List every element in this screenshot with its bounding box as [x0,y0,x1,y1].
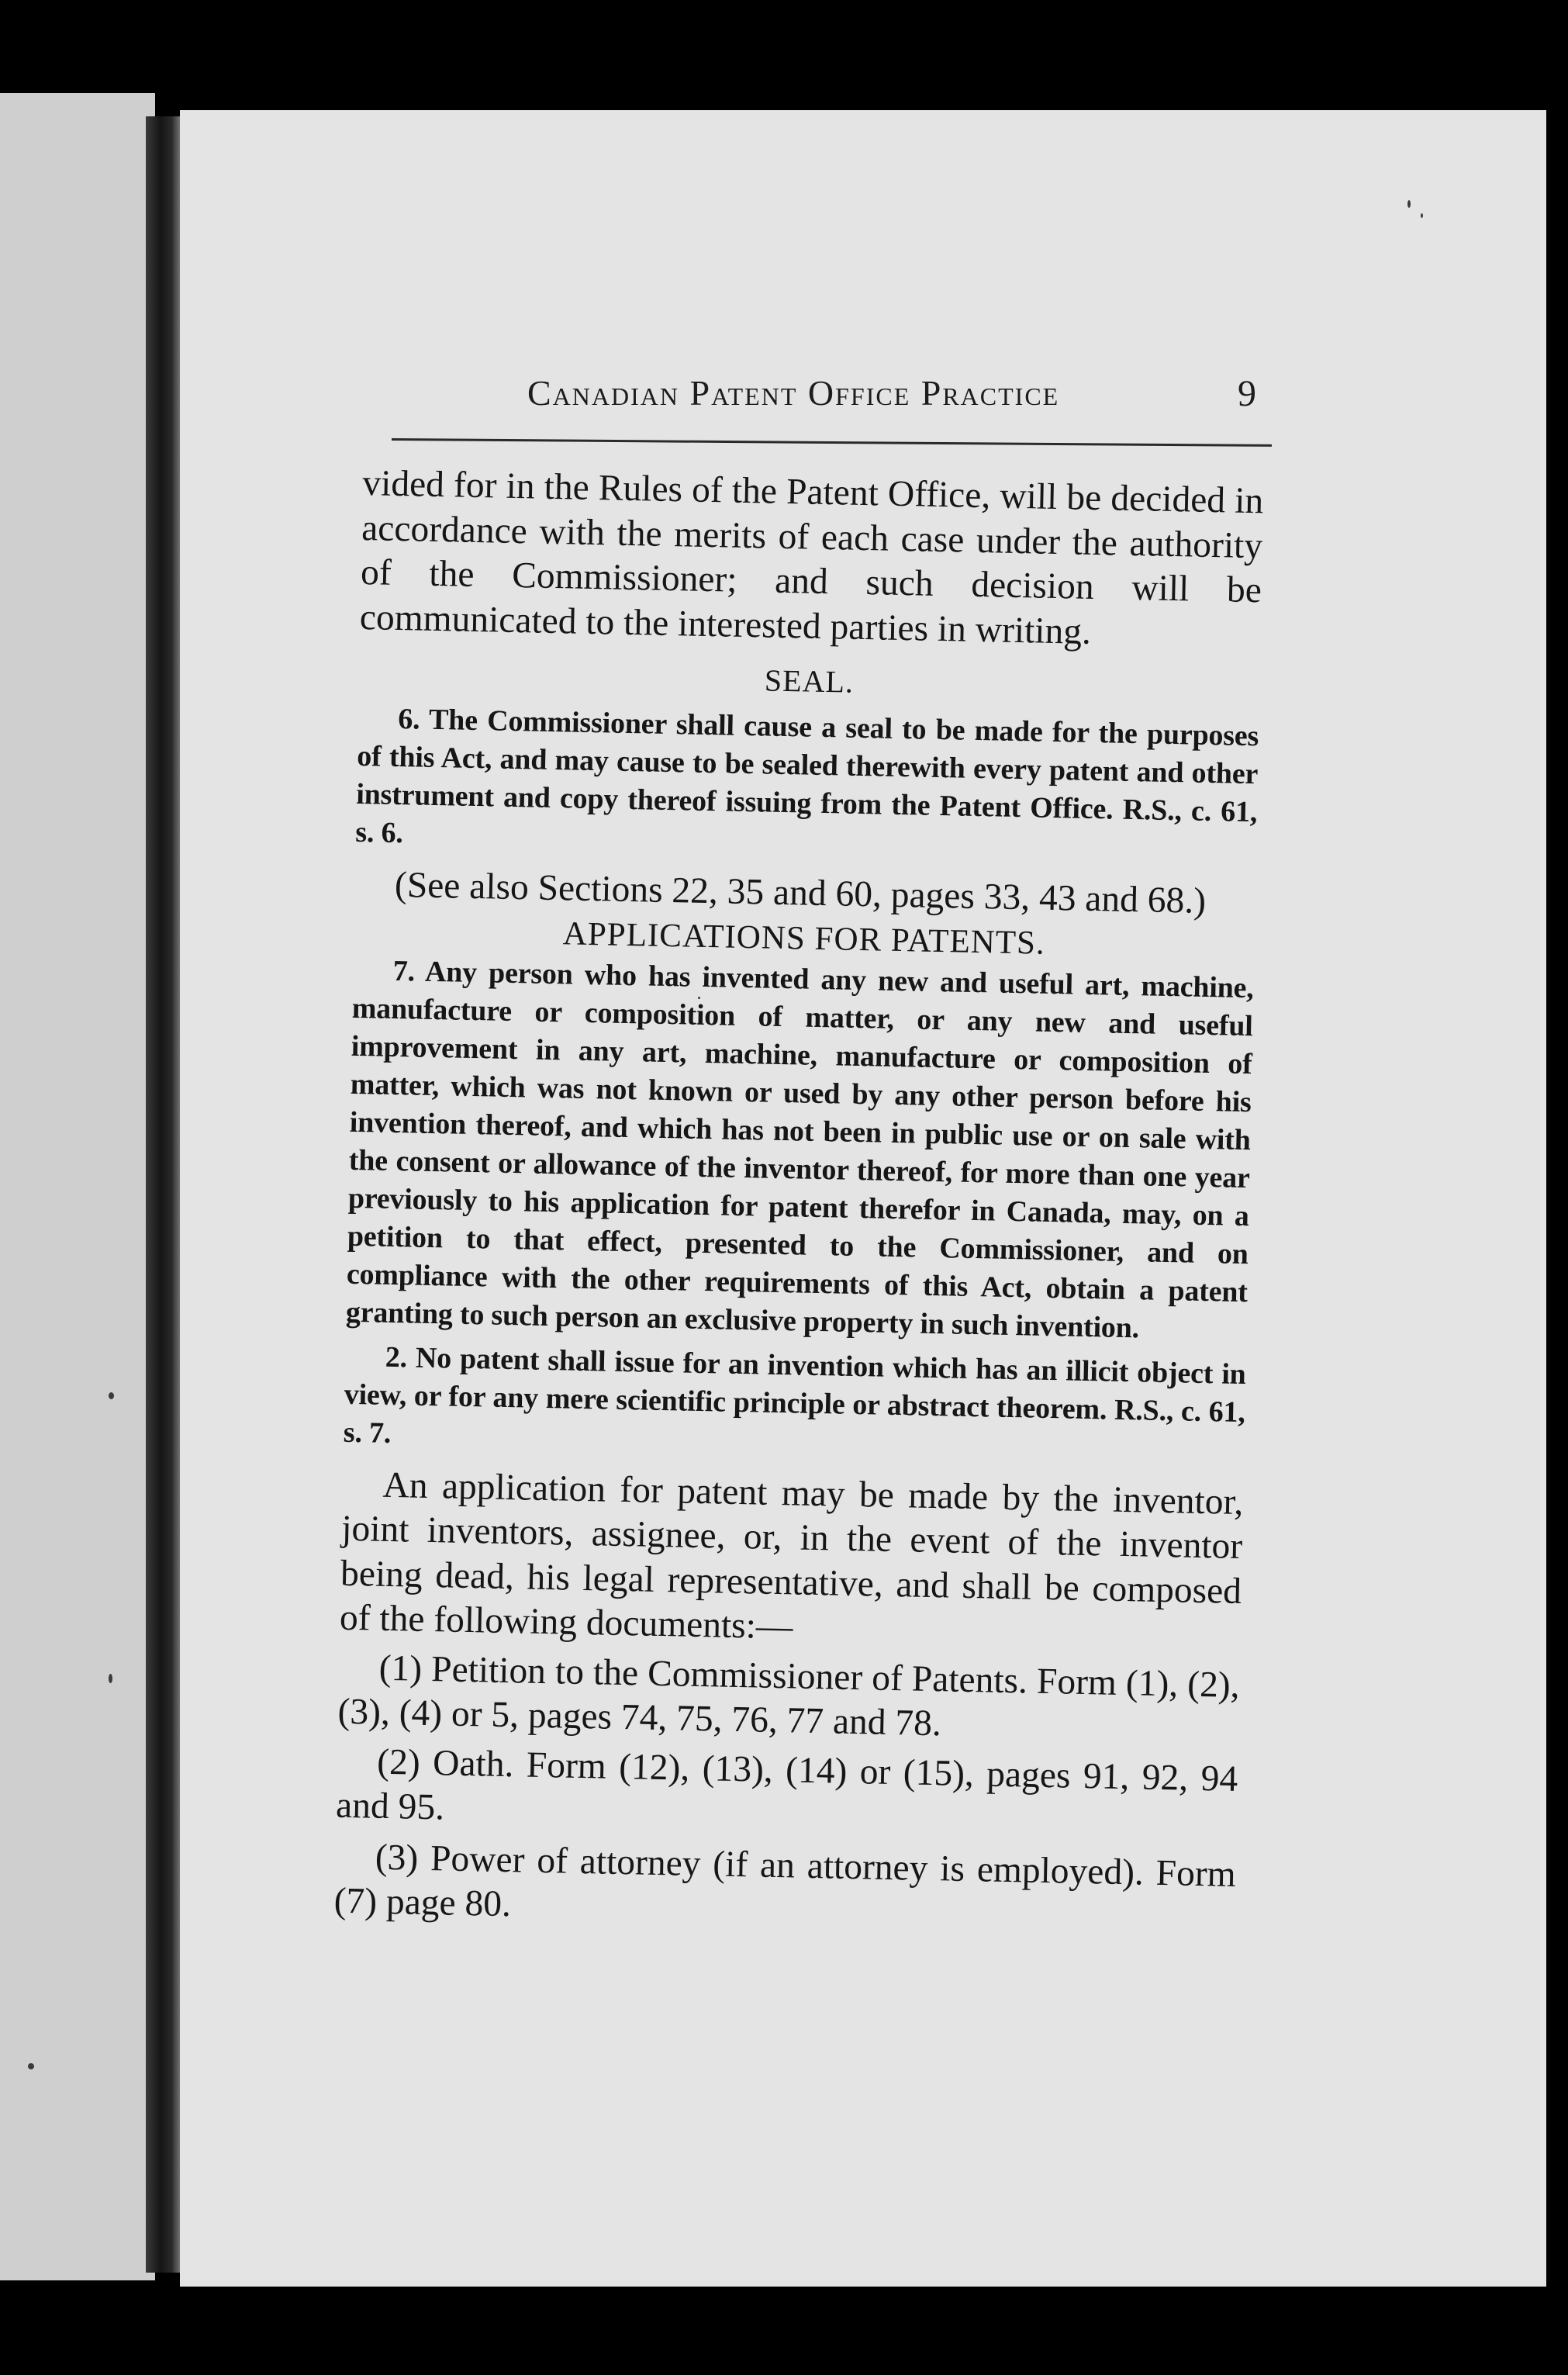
running-head [364,372,1256,427]
page-number: 9 [1238,373,1256,414]
section-7-subsection-2: 2. No patent shall issue for an invention which has an illicit object in view, or for any mere scientific principle or abstract theorem. R.S., c. 61, s. 7. [343,1340,1247,1450]
see-also-note: (See also Sections 22, 35 and 60, pages 33, 43 and 68.) [394,864,1207,921]
ink-speck [1407,200,1411,208]
ink-speck [109,1674,112,1683]
list-item: (2) Oath. Form (12), (13), (14) or (15), pages 91, 92, 94 and 95. [335,1741,1238,1828]
heading-applications: APPLICATIONS FOR PATENTS. [562,914,1046,962]
facing-page-edge [0,93,155,2280]
list-item: (3) Power of attorney (if an attorney is employed). Form (7) page 80. [333,1837,1237,1925]
section-6: 6. The Commissioner shall cause a seal to be made for the purposes of this Act, and may cause to be sealed therewith every patent and other instrument and copy thereof issuing from the Patent Office. R.S., c. 61, s. 6. [354,702,1259,850]
body-text [333,462,1264,1941]
paragraph-continued: vided for in the Rules of the Patent Office, will be decided in accordance with the merits of each case under the authority of the Commissioner; and such decision will be communicated to the interested parties in writing. [359,462,1264,652]
ink-speck [28,2063,34,2069]
application-paragraph: An application for patent may be made by the inventor, joint inventors, assignee, or, in the event of the inventor being dead, his legal representative, and shall be composed of the following documents:— [339,1464,1244,1647]
running-title: Canadian Patent Office Practice [527,373,1060,413]
ink-speck [109,1392,114,1399]
ink-speck [1421,213,1423,218]
section-7: 7. Any person who has invented any new and useful art, machine, manufacture or composition of matter, or any new and useful improvement in any art, machine, manufacture or composition of matter, which was not known or used by any other person before his invention thereof, and which has not been in public use or on sale with the consent or allowance of the inventor thereof, for more than one year previously to his application for patent therefor in Canada, may, on a petition to that effect, presented to the Commissioner, and on compliance with the other requirements of this Act, obtain a patent granting to such person an exclusive property in such invention. [345,954,1255,1344]
heading-seal: SEAL. [764,662,855,700]
book-spine-shadow [146,116,183,2273]
list-item: (1) Petition to the Commissioner of Patents. Form (1), (2), (3), (4) or 5, pages 74, 75, 76, 77 and 78. [337,1647,1241,1744]
